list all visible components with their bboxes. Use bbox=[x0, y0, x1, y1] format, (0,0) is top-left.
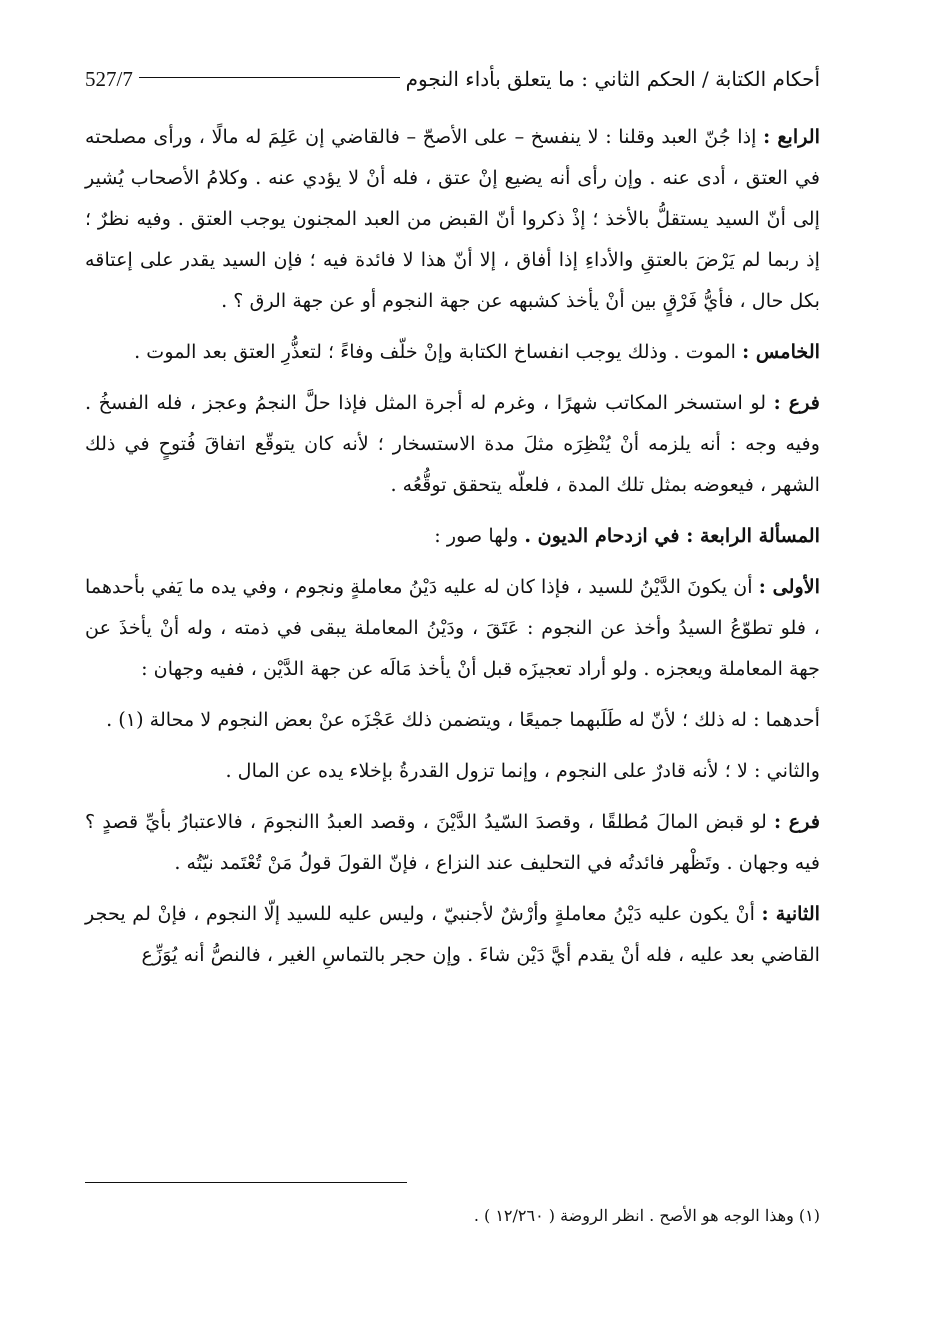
paragraph-1 bbox=[85, 116, 820, 321]
paragraph-3 bbox=[85, 382, 820, 505]
para-2-lead: الخامس : bbox=[742, 340, 820, 363]
para-9-text: أنْ يكون عليه دَيْنُ معاملةٍ وأرْشٌ لأجنبيّ ، وليس عليه للسيد إلّا النجوم ، فإنْ لم يحجر القاضي بعد عليه ، فله أنْ يقدم أيَّ دَيْن شاءَ . وإن حجر بالتماسِ الغير ، فالنصُّ أنه يُوَزِّع bbox=[85, 902, 820, 966]
paragraph-4 bbox=[85, 515, 820, 556]
running-header bbox=[85, 60, 820, 98]
para-6-text: أحدهما : له ذلك ؛ لأنّ له طَلَبهما جميعًا ، ويتضمن ذلك عَجْزَه عنْ بعض النجوم لا محالة (١) . bbox=[106, 708, 820, 731]
para-2-text: الموت . وذلك يوجب انفساخ الكتابة وإنْ خلّف وفاءً ؛ لتعذُّرِ العتق بعد الموت . bbox=[134, 340, 743, 363]
para-3-text: لو استسخر المكاتب شهرًا ، وغرم له أجرة المثل فإذا حلَّ النجمُ وعجز ، فله الفسخُ . وفيه وجه : أنه يلزمه أنْ يُنْظِرَه مثلَ مدة الاستسخار ؛ لأنه كان يتوقّع اتفاقَ فُتوحٍ في ذلك الشهر ، فيعوضه بمثل تلك المدة ، فلعلّه يتحقق توقُّعُه . bbox=[85, 391, 820, 496]
running-title: أحكام الكتابة / الحكم الثاني : ما يتعلق بأداء النجوم bbox=[405, 67, 820, 91]
paragraph-2 bbox=[85, 331, 820, 372]
paragraph-7 bbox=[85, 750, 820, 791]
page-number: 527/7 bbox=[85, 67, 133, 91]
header-rule bbox=[139, 77, 400, 78]
para-8-text: لو قبض المالَ مُطلقًا ، وقصدَ السّيدُ الدَّيْنَ ، وقصد العبدُ االنجومَ ، فالاعتبارُ بأيِّ قصدٍ ؟ فيه وجهان . وتَظْهر فائدتُه في التحليف عند النزاع ، فإنّ القولَ قولُ مَنْ تُعْتَمد نيّتُه . bbox=[85, 810, 820, 874]
para-1-text: إذا جُنّ العبد وقلنا : لا ينفسخ – على الأصحّ – فالقاضي إن عَلِمَ له مالًا ، ورأى مصلحته في العتق ، أدى عنه . وإن رأى أنه يضيع إنْ عتق ، فله أنْ لا يؤدي عنه . وكلامُ الأصحاب يُشير إلى أنّ السيد يستقلُّ بالأخذ ؛ إذْ ذكروا أنّ القبض من العبد المجنون يوجب العتق . وفيه نظرٌ ؛ إذ ربما لم يَرْضَ بالعتقِ والأداءِ إذا أفاق ، إلا أنّ هذا لا فائدة فيه ؛ فإن السيد يقدر على إعتاقه بكل حال ، فأيُّ فَرْقٍ بين أنْ يأخذ كشبهه عن جهة النجوم أو عن جهة الرق ؟ . bbox=[85, 125, 820, 312]
paragraph-6 bbox=[85, 699, 820, 740]
para-3-lead: فرع : bbox=[773, 391, 820, 414]
footnote-rule bbox=[85, 1182, 407, 1183]
para-9-lead: الثانية : bbox=[761, 902, 820, 925]
para-1-lead: الرابع : bbox=[763, 125, 820, 148]
paragraph-5 bbox=[85, 566, 820, 689]
document-page bbox=[85, 60, 820, 1225]
para-8-lead: فرع : bbox=[773, 810, 820, 833]
paragraph-8 bbox=[85, 801, 820, 883]
para-7-text: والثاني : لا ؛ لأنه قادرٌ على النجوم ، وإنما تزول القدرةُ بإخلاء يده عن المال . bbox=[225, 759, 820, 782]
para-5-text: أن يكونَ الدَّيْنُ للسيد ، فإذا كان له عليه دَيْنُ معاملةٍ ونجوم ، وفي يده ما يَفي بأحدهما ، فلو تطوّعُ السيدُ وأخذ عن النجوم : عَتَقَ ، ودَيْنُ المعاملة يبقى في ذمته ، وله أنْ يأخذَ عن جهة المعاملة ويعجزه . ولو أراد تعجيزَه قبل أنْ يأخذ مَالَه عن جهة الدَّيْن ، ففيه وجهان : bbox=[85, 575, 820, 680]
footnote: (١) وهذا الوجه هو الأصح . انظر الروضة ( ١٢/٢٦٠ ) . bbox=[473, 1206, 820, 1225]
para-4-text: ولها صور : bbox=[434, 524, 525, 547]
paragraph-9 bbox=[85, 893, 820, 975]
para-4-lead: المسألة الرابعة : في ازدحام الديون . bbox=[524, 524, 820, 547]
para-5-lead: الأولى : bbox=[758, 575, 820, 598]
